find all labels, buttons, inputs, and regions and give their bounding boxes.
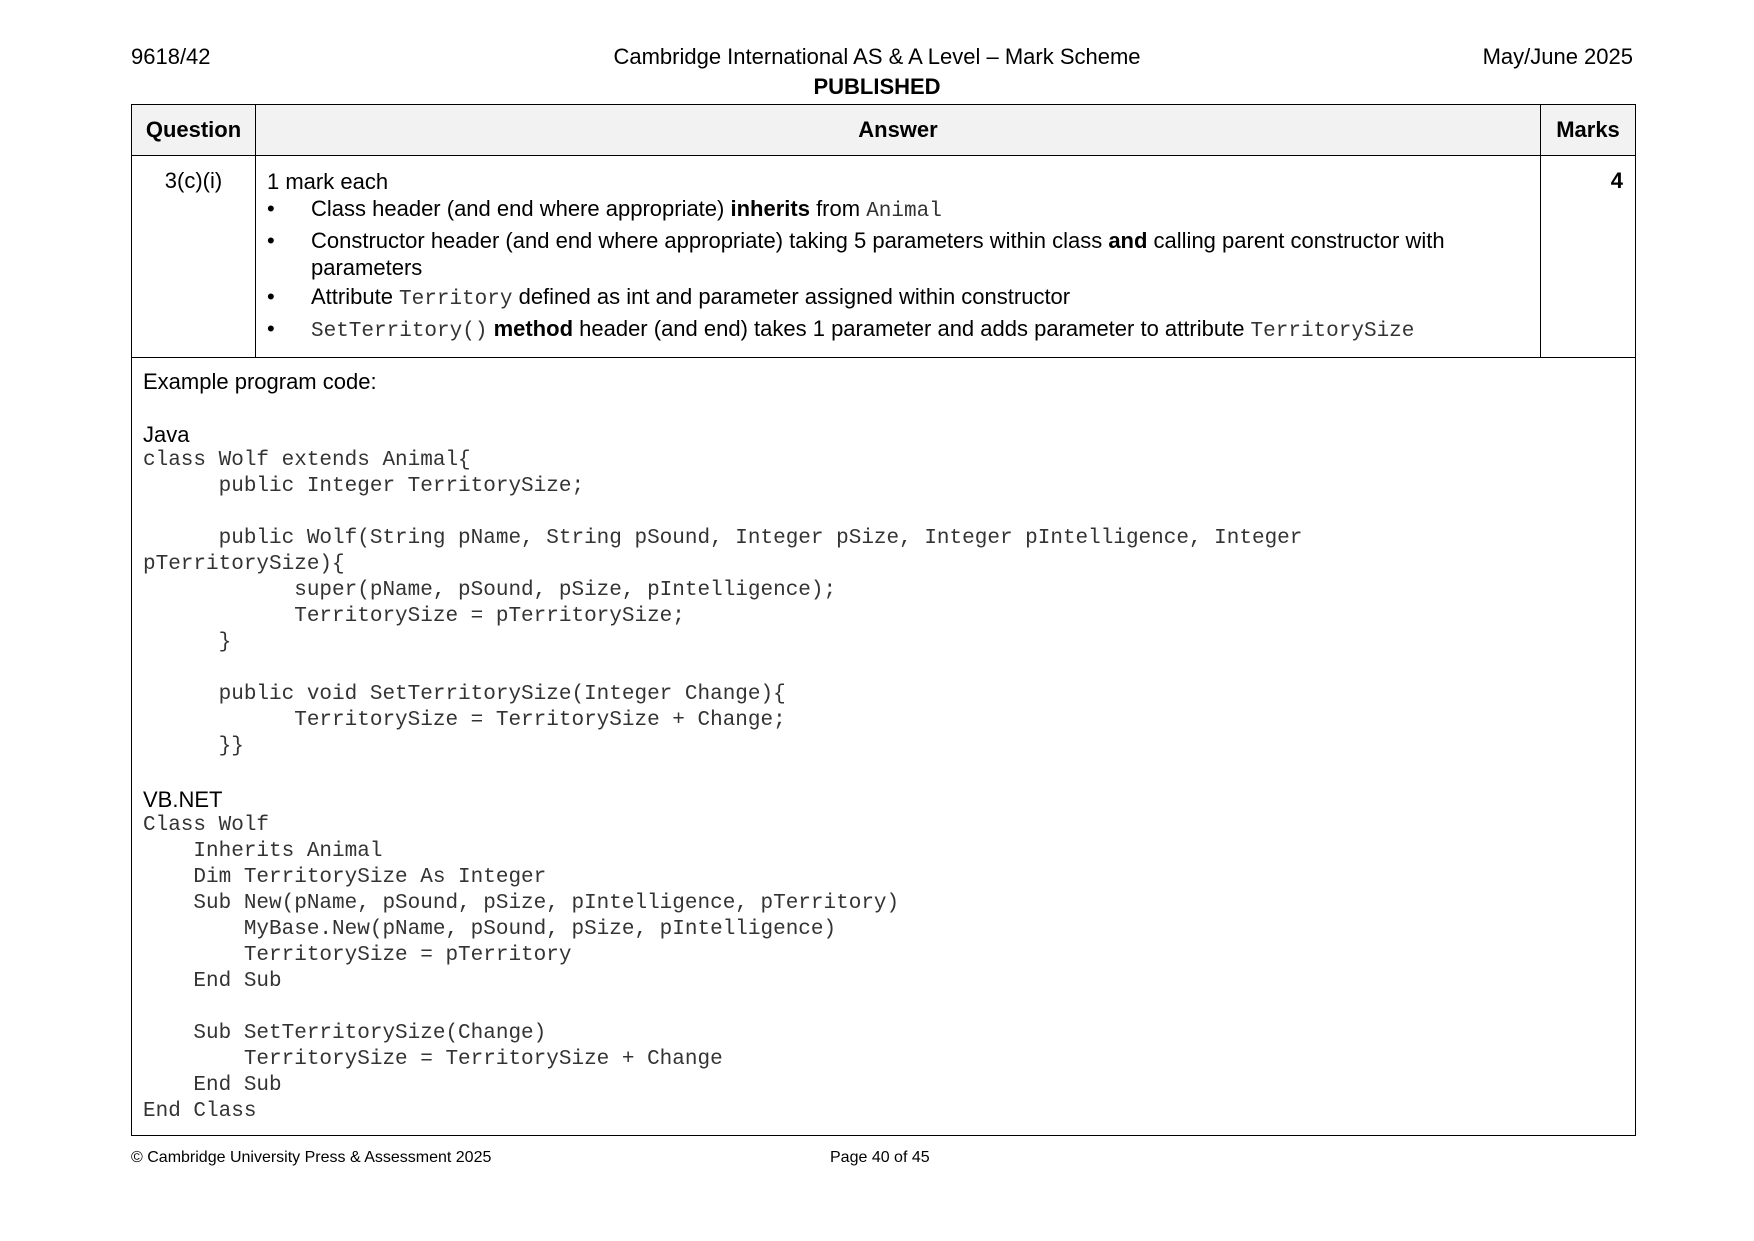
marking-point: • Attribute Territory defined as int and parameter assigned within constructor xyxy=(267,284,1071,311)
answer-cell xyxy=(256,156,1541,358)
example-intro: Example program code: xyxy=(143,369,377,394)
mark-intro: 1 mark each xyxy=(267,169,389,194)
published-label: PUBLISHED xyxy=(813,74,941,99)
vbnet-code-block: Class Wolf Inherits Animal Dim TerritorySize As Integer Sub New(pName, pSound, pSize, pIntelligence, pTerritory) MyBase.New(pName, pSound, pSize, pIntelligence) TerritorySize = pTerritory End Sub Sub SetTerritorySize(Change) TerritorySize = TerritorySize + Change End Sub End Class xyxy=(143,814,900,1123)
marking-point: • Class header (and end where appropriate) inherits from Animal xyxy=(267,196,942,223)
document-title: Cambridge International AS & A Level – Mark Scheme xyxy=(613,44,1141,69)
marks-column-header: Marks xyxy=(1541,105,1636,156)
marking-points-list xyxy=(267,195,1530,345)
bullet-icon: • xyxy=(267,316,275,341)
copyright-notice: © Cambridge University Press & Assessment 2025 xyxy=(131,1149,492,1166)
question-number: 3(c)(i) xyxy=(132,156,256,358)
exam-session: May/June 2025 xyxy=(1482,44,1633,69)
paper-code: 9618/42 xyxy=(131,44,211,69)
question-column-header: Question xyxy=(132,105,256,156)
table-row xyxy=(132,156,1636,358)
marking-point: • Constructor header (and end where appropriate) taking 5 parameters within class and calling parent constructor with parameters xyxy=(267,228,1445,280)
example-code-cell xyxy=(132,358,1636,1136)
vbnet-label: VB.NET xyxy=(143,787,223,812)
example-code-row xyxy=(132,358,1636,1136)
page-number: Page 40 of 45 xyxy=(830,1149,930,1166)
java-code-block: class Wolf extends Animal{ public Integer TerritorySize; public Wolf(String pName, String pSound, Integer pSize, Integer pIntelligence, Integer pTerritorySize){ super(pName, pSound, pSize, pIntelligence); TerritorySize = pTerritorySize; } public void SetTerritorySize(Integer Change){ TerritorySize = TerritorySize + Change; }} xyxy=(143,449,1303,758)
bullet-icon: • xyxy=(267,228,275,253)
bullet-icon: • xyxy=(267,196,275,221)
mark-scheme-table xyxy=(131,104,1636,1136)
answer-column-header: Answer xyxy=(256,105,1541,156)
bullet-icon: • xyxy=(267,284,275,309)
marks-value: 4 xyxy=(1541,156,1636,358)
marking-point: • SetTerritory() method header (and end) takes 1 parameter and adds parameter to attribute TerritorySize xyxy=(267,316,1415,343)
java-label: Java xyxy=(143,422,190,447)
table-header-row xyxy=(132,105,1636,156)
